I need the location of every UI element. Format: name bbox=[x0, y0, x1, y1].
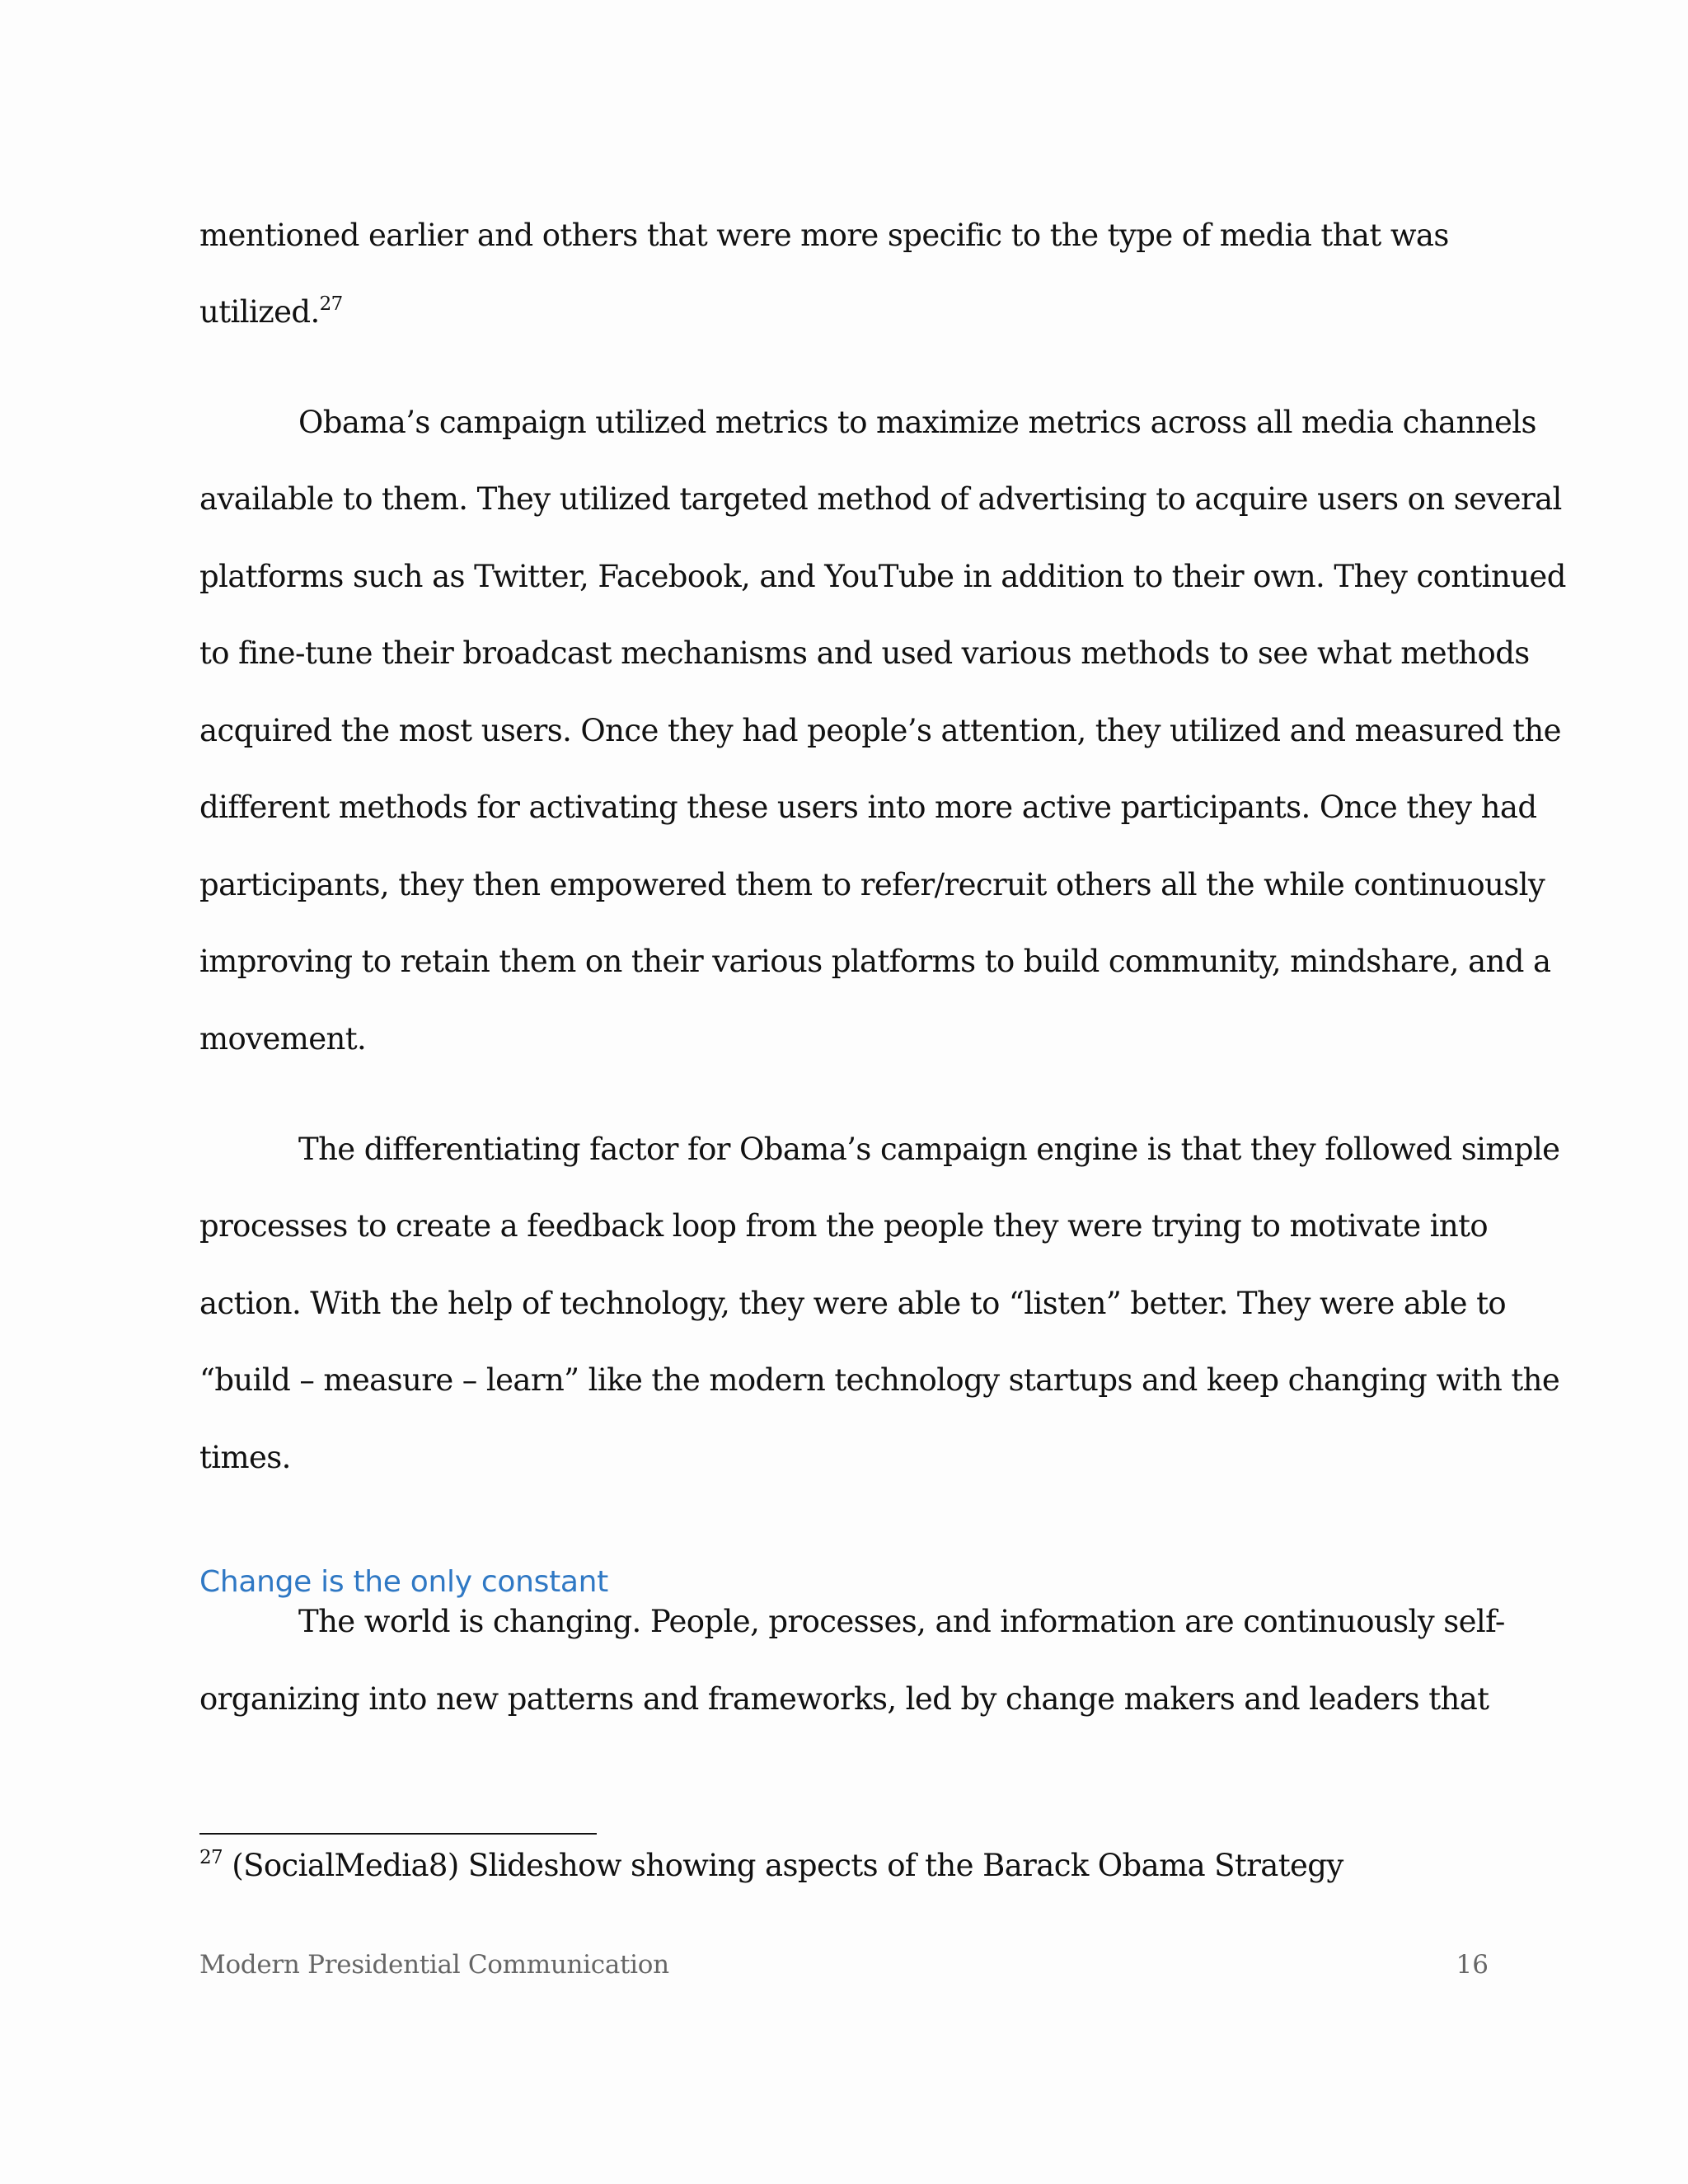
body-text: utilized. bbox=[199, 294, 320, 330]
page-number: 16 bbox=[1456, 1950, 1489, 1980]
body-line: The world is changing. People, processes, and information are continuously self- bbox=[298, 1604, 1505, 1639]
body-line: to fine-tune their broadcast mechanisms and used various methods to see what methods bbox=[199, 635, 1530, 671]
body-line: different methods for activating these users into more active participants. Once they had bbox=[199, 790, 1537, 825]
body-line: processes to create a feedback loop from the people they were trying to motivate into bbox=[199, 1208, 1489, 1244]
body-line: organizing into new patterns and frameworks, led by change makers and leaders that bbox=[199, 1681, 1489, 1717]
body-line: Obama’s campaign utilized metrics to maximize metrics across all media channels bbox=[298, 405, 1536, 440]
body-line: available to them. They utilized targeted method of advertising to acquire users on several bbox=[199, 481, 1562, 517]
body-line: movement. bbox=[199, 1021, 367, 1057]
section-heading: Change is the only constant bbox=[199, 1565, 608, 1599]
body-line: participants, they then empowered them to refer/recruit others all the while continuously bbox=[199, 867, 1545, 902]
footer-title: Modern Presidential Communication bbox=[199, 1950, 669, 1980]
footnote-number: 27 bbox=[199, 1847, 223, 1868]
body-line: action. With the help of technology, they were able to “listen” better. They were able to bbox=[199, 1286, 1507, 1321]
body-line: acquired the most users. Once they had people’s attention, they utilized and measured the bbox=[199, 713, 1561, 748]
body-line: The differentiating factor for Obama’s campaign engine is that they followed simple bbox=[298, 1132, 1560, 1167]
footnote-text: (SocialMedia8) Slideshow showing aspects of the Barack Obama Strategy bbox=[232, 1848, 1343, 1883]
footnote-reference[interactable]: 27 bbox=[319, 293, 343, 315]
body-line: improving to retain them on their various platforms to build community, mindshare, and a bbox=[199, 944, 1551, 979]
body-line bbox=[199, 293, 343, 332]
footnote-separator bbox=[199, 1833, 597, 1835]
body-line: platforms such as Twitter, Facebook, and YouTube in addition to their own. They continued bbox=[199, 559, 1566, 594]
body-line: times. bbox=[199, 1440, 291, 1475]
footnote bbox=[199, 1846, 1343, 1886]
body-line: mentioned earlier and others that were more specific to the type of media that was bbox=[199, 218, 1449, 253]
body-line: “build – measure – learn” like the modern technology startups and keep changing with the bbox=[199, 1362, 1560, 1398]
